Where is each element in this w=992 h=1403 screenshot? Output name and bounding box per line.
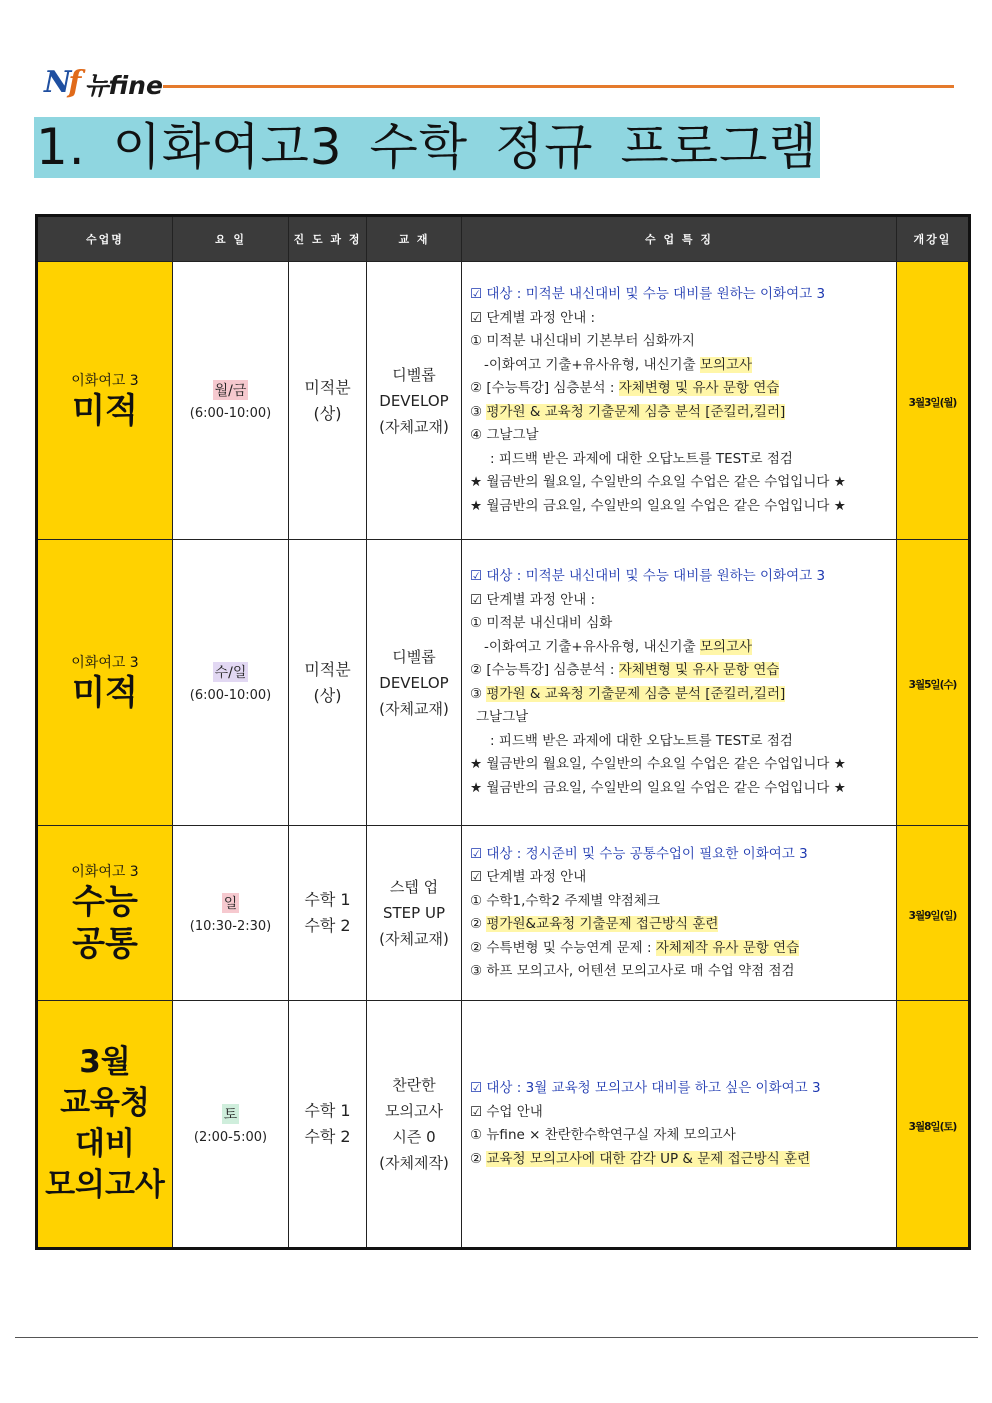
progress-cell [289,262,367,540]
feature-line: ④ 그날그날 [470,427,539,443]
textbook-line: (자체교재) [379,930,449,948]
progress-line: (상) [313,685,342,705]
table-row [37,262,970,540]
header-divider [163,85,954,88]
textbook-line: DEVELOP [379,391,449,410]
progress-line: 수학 2 [304,1127,351,1146]
feature-line: ② [수능특강] 심층분석 : 자체변형 및 유사 문항 연습 [470,662,780,678]
feature-line: ② 평가원&교육청 기출문제 접근방식 훈련 [470,916,719,932]
progress-line: 미적분 [304,659,351,679]
feature-line: ☑ 단계별 과정 안내 : [470,309,596,326]
textbook-cell [367,262,462,540]
class-name-main: 미적 [72,390,138,431]
time-label: (6:00-10:00) [189,406,272,421]
class-name-main: 3월 [79,1044,131,1080]
class-name-cell [37,262,173,540]
title-banner [34,117,820,178]
feature-line: ② [수능특강] 심층분석 : 자체변형 및 유사 문항 연습 [470,380,780,396]
textbook-line: 모의고사 [385,1102,443,1120]
table-row [37,1001,970,1249]
page-title: 1. 이화여고3 수학 정규 프로그램 [36,118,818,176]
header-open-date: 개강일 [897,216,970,262]
feature-line: ② 교육청 모의고사에 대한 감각 UP & 문제 접근방식 훈련 [470,1150,811,1167]
day-cell [173,540,289,826]
textbook-line: STEP UP [383,904,445,922]
textbook-line: DEVELOP [379,673,449,692]
time-label: (2:00-5:00) [193,1129,268,1145]
feature-line: ① 미적분 내신대비 기본부터 심화까지 [470,333,695,349]
class-name-cell [37,826,173,1001]
class-name-main: 모의고사 [45,1167,165,1203]
class-name-sub: 이화여고 3 [71,864,139,880]
features-cell [462,540,897,826]
class-name-sub: 이화여고 3 [71,654,139,671]
textbook-line: 스텝 업 [389,878,439,896]
textbook-line: 디벨롭 [392,365,436,384]
time-label: (10:30-2:30) [189,918,272,934]
feature-line: ③ 하프 모의고사, 어텐션 모의고사로 매 수업 약점 점검 [470,963,795,979]
textbook-cell [367,1001,462,1249]
progress-cell [289,540,367,826]
class-name-sub: 이화여고 3 [71,372,139,389]
program-table [35,214,971,1250]
feature-line: ① 수학1,수학2 주제별 약점체크 [470,892,660,909]
textbook-cell [367,540,462,826]
day-label: 수/일 [213,662,249,682]
features-cell [462,1001,897,1249]
header-day: 요 일 [173,216,289,262]
footer-divider [15,1337,978,1338]
progress-cell [289,826,367,1001]
header-features: 수 업 특 징 [462,216,897,262]
class-name-cell [37,1001,173,1249]
day-cell [173,826,289,1001]
progress-line: 미적분 [304,377,351,397]
logo-mark: Nf [44,65,79,100]
feature-line: ① 뉴fine × 찬란한수학연구실 자체 모의고사 [470,1127,736,1143]
feature-line: ★ 월금반의 월요일, 수일반의 수요일 수업은 같은 수업입니다 ★ [470,756,846,772]
day-label: 토 [222,1104,240,1124]
day-cell [173,262,289,540]
feature-line: ③ 평가원 & 교육청 기출문제 심층 분석 [준킬러,킬러] [470,685,786,702]
progress-line: 수학 1 [304,890,351,909]
feature-line: ☑ 단계별 과정 안내 : [470,591,596,608]
textbook-line: (자체교재) [379,699,449,718]
feature-line: ★ 월금반의 금요일, 수일반의 일요일 수업은 같은 수업입니다 ★ [470,497,846,514]
textbook-line: (자체교재) [379,417,449,436]
feature-line: 그날그날 [476,709,529,725]
progress-line: (상) [313,403,342,423]
open-date-cell [897,262,970,540]
progress-line: 수학 2 [304,916,351,935]
class-name-main: 교육청 [60,1085,150,1121]
feature-line: ☑ 대상 : 정시준비 및 수능 공통수업이 필요한 이화여고 3 [470,845,808,862]
header-progress: 진 도 과 정 [289,216,367,262]
feature-line: -이화여고 기출+유사유형, 내신기출 모의고사 [484,356,753,373]
day-label: 월/금 [213,380,249,400]
feature-line: ★ 월금반의 금요일, 수일반의 일요일 수업은 같은 수업입니다 ★ [470,779,846,796]
textbook-line: 디벨롭 [392,647,436,666]
day-label: 일 [222,893,240,913]
textbook-cell [367,826,462,1001]
header-textbook: 교 재 [367,216,462,262]
feature-line: ② 수특변형 및 수능연계 문제 : 자체제작 유사 문항 연습 [470,939,800,956]
progress-cell [289,1001,367,1249]
open-date: 3월8일(토) [908,1120,957,1133]
open-date-cell [897,826,970,1001]
open-date: 3월3일(월) [908,397,957,409]
open-date: 3월9일(일) [908,909,957,922]
features-cell [462,826,897,1001]
progress-line: 수학 1 [304,1101,351,1120]
open-date: 3월5일(수) [908,679,957,691]
table-row [37,826,970,1001]
feature-line: ★ 월금반의 월요일, 수일반의 수요일 수업은 같은 수업입니다 ★ [470,474,846,490]
feature-line: ☑ 수업 안내 [470,1103,543,1120]
class-name-main: 대비 [75,1126,135,1162]
feature-line: : 피드백 받은 과제에 대한 오답노트를 TEST로 점검 [490,450,793,467]
feature-line: ☑ 대상 : 미적분 내신대비 및 수능 대비를 원하는 이화여고 3 [470,286,826,302]
feature-line: : 피드백 받은 과제에 대한 오답노트를 TEST로 점검 [490,732,793,749]
textbook-line: 찬란한 [392,1076,436,1094]
time-label: (6:00-10:00) [189,688,272,703]
day-cell [173,1001,289,1249]
open-date-cell [897,540,970,826]
feature-line: ① 미적분 내신대비 심화 [470,615,613,631]
textbook-line: (자체제작) [379,1154,449,1172]
class-name-cell [37,540,173,826]
features-cell [462,262,897,540]
feature-line: ③ 평가원 & 교육청 기출문제 심층 분석 [준킬러,킬러] [470,403,786,420]
feature-line: ☑ 단계별 과정 안내 [470,869,587,885]
table-row [37,540,970,826]
class-name-main: 공통 [72,924,138,964]
class-name-main: 수능 [72,882,138,922]
textbook-line: 시즌 0 [392,1128,436,1146]
feature-line: ☑ 대상 : 미적분 내신대비 및 수능 대비를 원하는 이화여고 3 [470,568,826,584]
header-class-name: 수업명 [37,216,173,262]
feature-line: -이화여고 기출+유사유형, 내신기출 모의고사 [484,638,753,655]
open-date-cell [897,1001,970,1249]
logo-text: 뉴fine [84,71,163,100]
feature-line: ☑ 대상 : 3월 교육청 모의고사 대비를 하고 싶은 이화여고 3 [470,1080,821,1096]
brand-logo [44,58,163,98]
table-header-row [37,216,970,262]
class-name-main: 미적 [72,672,138,713]
